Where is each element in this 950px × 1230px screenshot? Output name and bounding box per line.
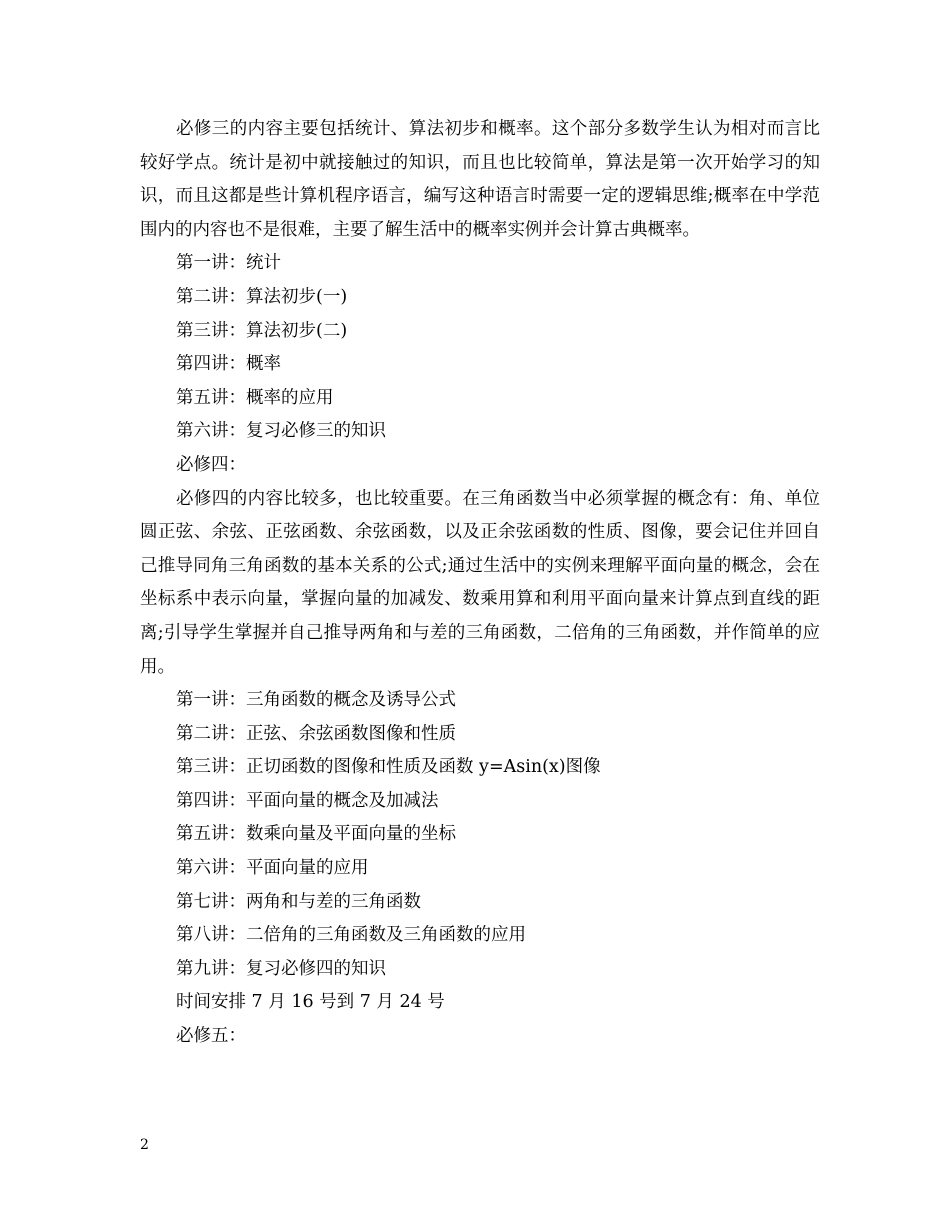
section4-lecture-1: 第一讲：三角函数的概念及诱导公式 — [176, 690, 456, 711]
section3-intro-paragraph: 必修三的内容主要包括统计、算法初步和概率。这个部分多数学生认为相对而言比较好学点。统计是初中就接触过的知识，而且也比较简单，算法是第一次开始学习的知识，而且这都是些计算机程序语言，编写这种语言时需要一定的逻辑思维;概率在中学范围内的内容也不是很难，主要了解生活中的概率实例并会计算古典概率。 — [140, 119, 820, 240]
section4-lecture-8: 第八讲：二倍角的三角函数及三角函数的应用 — [176, 925, 526, 946]
page-number: 2 — [140, 1137, 149, 1153]
section4-lecture-9: 第九讲：复习必修四的知识 — [176, 958, 386, 979]
section4-schedule: 时间安排 7 月 16 号到 7 月 24 号 — [176, 992, 445, 1013]
section4-intro-paragraph: 必修四的内容比较多，也比较重要。在三角函数当中必须掌握的概念有：角、单位圆正弦、余弦、正弦函数、余弦函数，以及正余弦函数的性质、图像，要会记住并回自己推导同角三角函数的基本关系的公式;通过生活中的实例来理解平面向量的概念，会在坐标系中表示向量，掌握向量的加减发、数乘用算和利用平面向量来计算点到直线的距离;引导学生掌握并自己推导两角和与差的三角函数，二倍角的三角函数，并作简单的应用。 — [140, 488, 820, 677]
section4-lecture-3: 第三讲：正切函数的图像和性质及函数 y=Asin(x)图像 — [176, 757, 601, 778]
document-body — [140, 113, 820, 1054]
section4-lecture-7: 第七讲：两角和与差的三角函数 — [176, 891, 421, 912]
section3-lecture-5: 第五讲：概率的应用 — [176, 387, 334, 408]
section3-lecture-1: 第一讲：统计 — [176, 253, 281, 274]
section3-lecture-6: 第六讲：复习必修三的知识 — [176, 421, 386, 442]
section3-lecture-4: 第四讲：概率 — [176, 354, 281, 375]
section4-lecture-4: 第四讲：平面向量的概念及加减法 — [176, 790, 439, 811]
section4-lecture-2: 第二讲：正弦、余弦函数图像和性质 — [176, 723, 456, 744]
section4-lecture-6: 第六讲：平面向量的应用 — [176, 858, 369, 879]
section5-heading: 必修五： — [176, 1026, 246, 1047]
section4-lecture-5: 第五讲：数乘向量及平面向量的坐标 — [176, 824, 456, 845]
section3-lecture-2: 第二讲：算法初步(一) — [176, 286, 348, 307]
section3-lecture-3: 第三讲：算法初步(二) — [176, 320, 348, 341]
section4-heading: 必修四： — [176, 454, 246, 475]
